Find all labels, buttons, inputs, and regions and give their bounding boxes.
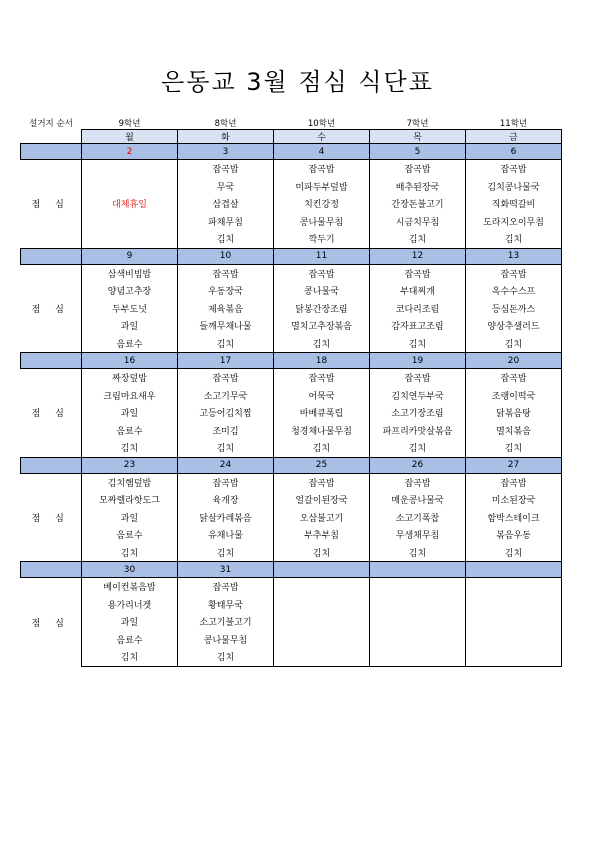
weekday-label: 목 xyxy=(370,130,466,144)
date-cell: 6 xyxy=(466,144,562,160)
date-cell: 20 xyxy=(466,353,562,369)
menu-row xyxy=(21,230,562,248)
menu-item: 오삼불고기 xyxy=(274,509,370,527)
menu-row xyxy=(21,578,562,596)
menu-item: 김치 xyxy=(178,439,274,457)
menu-item: 잡곡밥 xyxy=(178,264,274,282)
menu-item: 바베큐폭립 xyxy=(274,404,370,422)
menu-item: 잡곡밥 xyxy=(466,264,562,282)
menu-item: 양상추샐러드 xyxy=(466,317,562,335)
menu-item: 닭볶음탕 xyxy=(466,404,562,422)
menu-item: 시금치무침 xyxy=(370,213,466,231)
weekday-label: 화 xyxy=(178,130,274,144)
menu-item: 무국 xyxy=(178,178,274,196)
menu-item: 김치콩나물국 xyxy=(466,178,562,196)
date-cell: 23 xyxy=(82,457,178,473)
date-row-spacer xyxy=(21,248,82,264)
menu-item: 파채무침 xyxy=(178,213,274,231)
date-cell: 3 xyxy=(178,144,274,160)
menu-item: 볶음우동 xyxy=(466,526,562,544)
menu-item xyxy=(370,596,466,614)
menu-item: 잡곡밥 xyxy=(370,473,466,491)
menu-row xyxy=(21,369,562,387)
menu-item: 간장돈불고기 xyxy=(370,195,466,213)
menu-item: 황태무국 xyxy=(178,596,274,614)
menu-row xyxy=(21,526,562,544)
menu-item: 미파두부덮밥 xyxy=(274,178,370,196)
menu-item xyxy=(466,648,562,666)
menu-item: 소고기무국 xyxy=(178,387,274,405)
date-cell: 30 xyxy=(82,562,178,578)
date-cell: 13 xyxy=(466,248,562,264)
date-cell: 19 xyxy=(370,353,466,369)
menu-item: 우동장국 xyxy=(178,282,274,300)
menu-item: 잡곡밥 xyxy=(466,473,562,491)
menu-item: 들깨무채나물 xyxy=(178,317,274,335)
menu-item: 과일 xyxy=(82,509,178,527)
date-cell: 27 xyxy=(466,457,562,473)
menu-item: 직화떡갈비 xyxy=(466,195,562,213)
menu-item xyxy=(466,613,562,631)
date-cell: 25 xyxy=(274,457,370,473)
menu-item: 조미김 xyxy=(178,422,274,440)
menu-item: 닭봉간장조림 xyxy=(274,300,370,318)
menu-item: 김치 xyxy=(178,230,274,248)
date-cell: 17 xyxy=(178,353,274,369)
menu-item: 부대찌개 xyxy=(370,282,466,300)
date-row xyxy=(21,144,562,160)
menu-row xyxy=(21,404,562,422)
date-cell: 18 xyxy=(274,353,370,369)
menu-item: 두부도넛 xyxy=(82,300,178,318)
order-label: 설거지 순서 xyxy=(29,119,73,130)
menu-item: 김치 xyxy=(274,335,370,353)
menu-item: 김치 xyxy=(370,335,466,353)
menu-item: 매운콩나물국 xyxy=(370,491,466,509)
menu-item: 감자표고조림 xyxy=(370,317,466,335)
menu-item: 김치 xyxy=(370,544,466,562)
menu-item xyxy=(370,648,466,666)
menu-item: 닭살카레볶음 xyxy=(178,509,274,527)
page-title: 은동교 3월 점심 식단표 xyxy=(161,68,434,96)
menu-item: 김치연두부국 xyxy=(370,387,466,405)
grade-label: 9학년 xyxy=(118,119,141,129)
menu-item: 치킨강정 xyxy=(274,195,370,213)
menu-item: 양념고추장 xyxy=(82,282,178,300)
menu-item xyxy=(274,648,370,666)
date-row xyxy=(21,562,562,578)
menu-row xyxy=(21,178,562,196)
menu-item xyxy=(274,596,370,614)
weekday-row xyxy=(21,130,562,144)
lunch-label: 점 심 xyxy=(21,160,82,249)
menu-item xyxy=(274,631,370,649)
menu-item: 함박스테이크 xyxy=(466,509,562,527)
menu-item: 잡곡밥 xyxy=(274,160,370,178)
date-cell: 26 xyxy=(370,457,466,473)
menu-item xyxy=(370,631,466,649)
date-row xyxy=(21,457,562,473)
menu-item: 김치햄덮밥 xyxy=(82,473,178,491)
menu-item: 음료수 xyxy=(82,631,178,649)
menu-item: 잡곡밥 xyxy=(466,369,562,387)
menu-item: 배추된장국 xyxy=(370,178,466,196)
menu-item: 도라지오이무침 xyxy=(466,213,562,231)
menu-item: 조랭이떡국 xyxy=(466,387,562,405)
menu-item: 음료수 xyxy=(82,526,178,544)
menu-item: 육개장 xyxy=(178,491,274,509)
weekday-spacer xyxy=(21,130,82,144)
menu-row xyxy=(21,282,562,300)
menu-item: 김치 xyxy=(466,439,562,457)
date-cell: 5 xyxy=(370,144,466,160)
menu-item xyxy=(370,578,466,596)
menu-item: 김치 xyxy=(466,335,562,353)
menu-item: 잡곡밥 xyxy=(274,264,370,282)
menu-row xyxy=(21,439,562,457)
menu-item: 고등어김치찜 xyxy=(178,404,274,422)
grade-label: 10학년 xyxy=(307,119,336,129)
menu-item: 잡곡밥 xyxy=(178,160,274,178)
menu-row xyxy=(21,473,562,491)
menu-item: 김치 xyxy=(370,439,466,457)
menu-item: 김치 xyxy=(466,544,562,562)
menu-item: 소고기불고기 xyxy=(178,613,274,631)
date-cell xyxy=(466,562,562,578)
date-cell: 12 xyxy=(370,248,466,264)
menu-item: 잡곡밥 xyxy=(370,160,466,178)
menu-item: 옥수수스프 xyxy=(466,282,562,300)
menu-row xyxy=(21,335,562,353)
date-cell: 10 xyxy=(178,248,274,264)
menu-row xyxy=(21,160,562,178)
weekday-label: 금 xyxy=(466,130,562,144)
date-row-spacer xyxy=(21,144,82,160)
menu-item: 김치 xyxy=(82,439,178,457)
date-cell: 4 xyxy=(274,144,370,160)
grade-label: 11학년 xyxy=(499,119,528,129)
date-row xyxy=(21,248,562,264)
menu-item xyxy=(82,178,178,196)
date-cell: 9 xyxy=(82,248,178,264)
menu-item: 잡곡밥 xyxy=(178,578,274,596)
menu-row xyxy=(21,613,562,631)
menu-item: 김치 xyxy=(466,230,562,248)
menu-item: 용가리너겟 xyxy=(82,596,178,614)
menu-item: 짜장덮밥 xyxy=(82,369,178,387)
menu-item: 청경채나물무침 xyxy=(274,422,370,440)
menu-item: 멸치고추장볶음 xyxy=(274,317,370,335)
menu-item: 크림마요새우 xyxy=(82,387,178,405)
menu-item: 베이컨볶음밥 xyxy=(82,578,178,596)
menu-item: 파프리카맛살볶음 xyxy=(370,422,466,440)
menu-row xyxy=(21,300,562,318)
menu-item: 미소된장국 xyxy=(466,491,562,509)
date-cell: 24 xyxy=(178,457,274,473)
menu-item xyxy=(466,631,562,649)
menu-item: 모짜렐라핫도그 xyxy=(82,491,178,509)
menu-item xyxy=(82,160,178,178)
menu-item: 과일 xyxy=(82,613,178,631)
menu-item: 잡곡밥 xyxy=(274,473,370,491)
menu-item: 과일 xyxy=(82,317,178,335)
menu-item: 김치 xyxy=(178,335,274,353)
menu-item: 김치 xyxy=(178,544,274,562)
lunch-menu-table xyxy=(20,117,562,667)
date-cell: 11 xyxy=(274,248,370,264)
menu-row xyxy=(21,631,562,649)
date-row xyxy=(21,353,562,369)
menu-item: 김치 xyxy=(370,230,466,248)
lunch-label: 점 심 xyxy=(21,369,82,458)
menu-item: 음료수 xyxy=(82,335,178,353)
menu-item: 잡곡밥 xyxy=(466,160,562,178)
menu-item: 등심돈까스 xyxy=(466,300,562,318)
menu-row xyxy=(21,213,562,231)
menu-item: 잡곡밥 xyxy=(178,473,274,491)
menu-row xyxy=(21,491,562,509)
date-cell: 2 xyxy=(82,144,178,160)
menu-item xyxy=(82,230,178,248)
date-cell: 16 xyxy=(82,353,178,369)
menu-item: 김치 xyxy=(274,544,370,562)
date-row-spacer xyxy=(21,457,82,473)
menu-item: 김치 xyxy=(178,648,274,666)
menu-item: 잡곡밥 xyxy=(370,264,466,282)
menu-item: 김치 xyxy=(274,439,370,457)
lunch-label: 점 심 xyxy=(21,264,82,353)
menu-item: 코다리조림 xyxy=(370,300,466,318)
lunch-label: 점 심 xyxy=(21,578,82,667)
menu-item: 잡곡밥 xyxy=(274,369,370,387)
menu-item: 어묵국 xyxy=(274,387,370,405)
menu-row xyxy=(21,596,562,614)
menu-item xyxy=(370,613,466,631)
menu-item: 삼겹살 xyxy=(178,195,274,213)
date-row-spacer xyxy=(21,353,82,369)
menu-item: 잡곡밥 xyxy=(178,369,274,387)
grade-label: 7학년 xyxy=(406,119,429,129)
menu-row xyxy=(21,509,562,527)
menu-item: 음료수 xyxy=(82,422,178,440)
menu-row xyxy=(21,317,562,335)
date-row-spacer xyxy=(21,562,82,578)
date-cell xyxy=(370,562,466,578)
menu-row xyxy=(21,195,562,213)
menu-item: 무생채무침 xyxy=(370,526,466,544)
menu-item: 콩나물무침 xyxy=(178,631,274,649)
menu-item: 제육볶음 xyxy=(178,300,274,318)
menu-item xyxy=(466,596,562,614)
menu-item: 콩나물무침 xyxy=(274,213,370,231)
grade-row xyxy=(21,117,562,130)
menu-item: 잡곡밥 xyxy=(370,369,466,387)
menu-item: 소고기장조림 xyxy=(370,404,466,422)
menu-item: 부추부침 xyxy=(274,526,370,544)
menu-item xyxy=(274,613,370,631)
menu-item: 멸치볶음 xyxy=(466,422,562,440)
menu-row xyxy=(21,544,562,562)
menu-row xyxy=(21,387,562,405)
lunch-label: 점 심 xyxy=(21,473,82,562)
menu-item xyxy=(82,213,178,231)
menu-row xyxy=(21,422,562,440)
menu-item xyxy=(466,578,562,596)
weekday-label: 월 xyxy=(82,130,178,144)
menu-item: 깍두기 xyxy=(274,230,370,248)
menu-row xyxy=(21,264,562,282)
date-cell: 31 xyxy=(178,562,274,578)
weekday-label: 수 xyxy=(274,130,370,144)
menu-item: 김치 xyxy=(82,648,178,666)
grade-label: 8학년 xyxy=(214,119,237,129)
menu-item xyxy=(274,578,370,596)
menu-item: 과일 xyxy=(82,404,178,422)
menu-item: 김치 xyxy=(82,544,178,562)
date-cell xyxy=(274,562,370,578)
menu-item: 대체휴일 xyxy=(82,195,178,213)
menu-row xyxy=(21,648,562,666)
menu-item: 콩나물국 xyxy=(274,282,370,300)
menu-item: 삼색비빔밥 xyxy=(82,264,178,282)
menu-item: 유채나물 xyxy=(178,526,274,544)
menu-item: 소고기폭찹 xyxy=(370,509,466,527)
menu-item: 얼갈이된장국 xyxy=(274,491,370,509)
